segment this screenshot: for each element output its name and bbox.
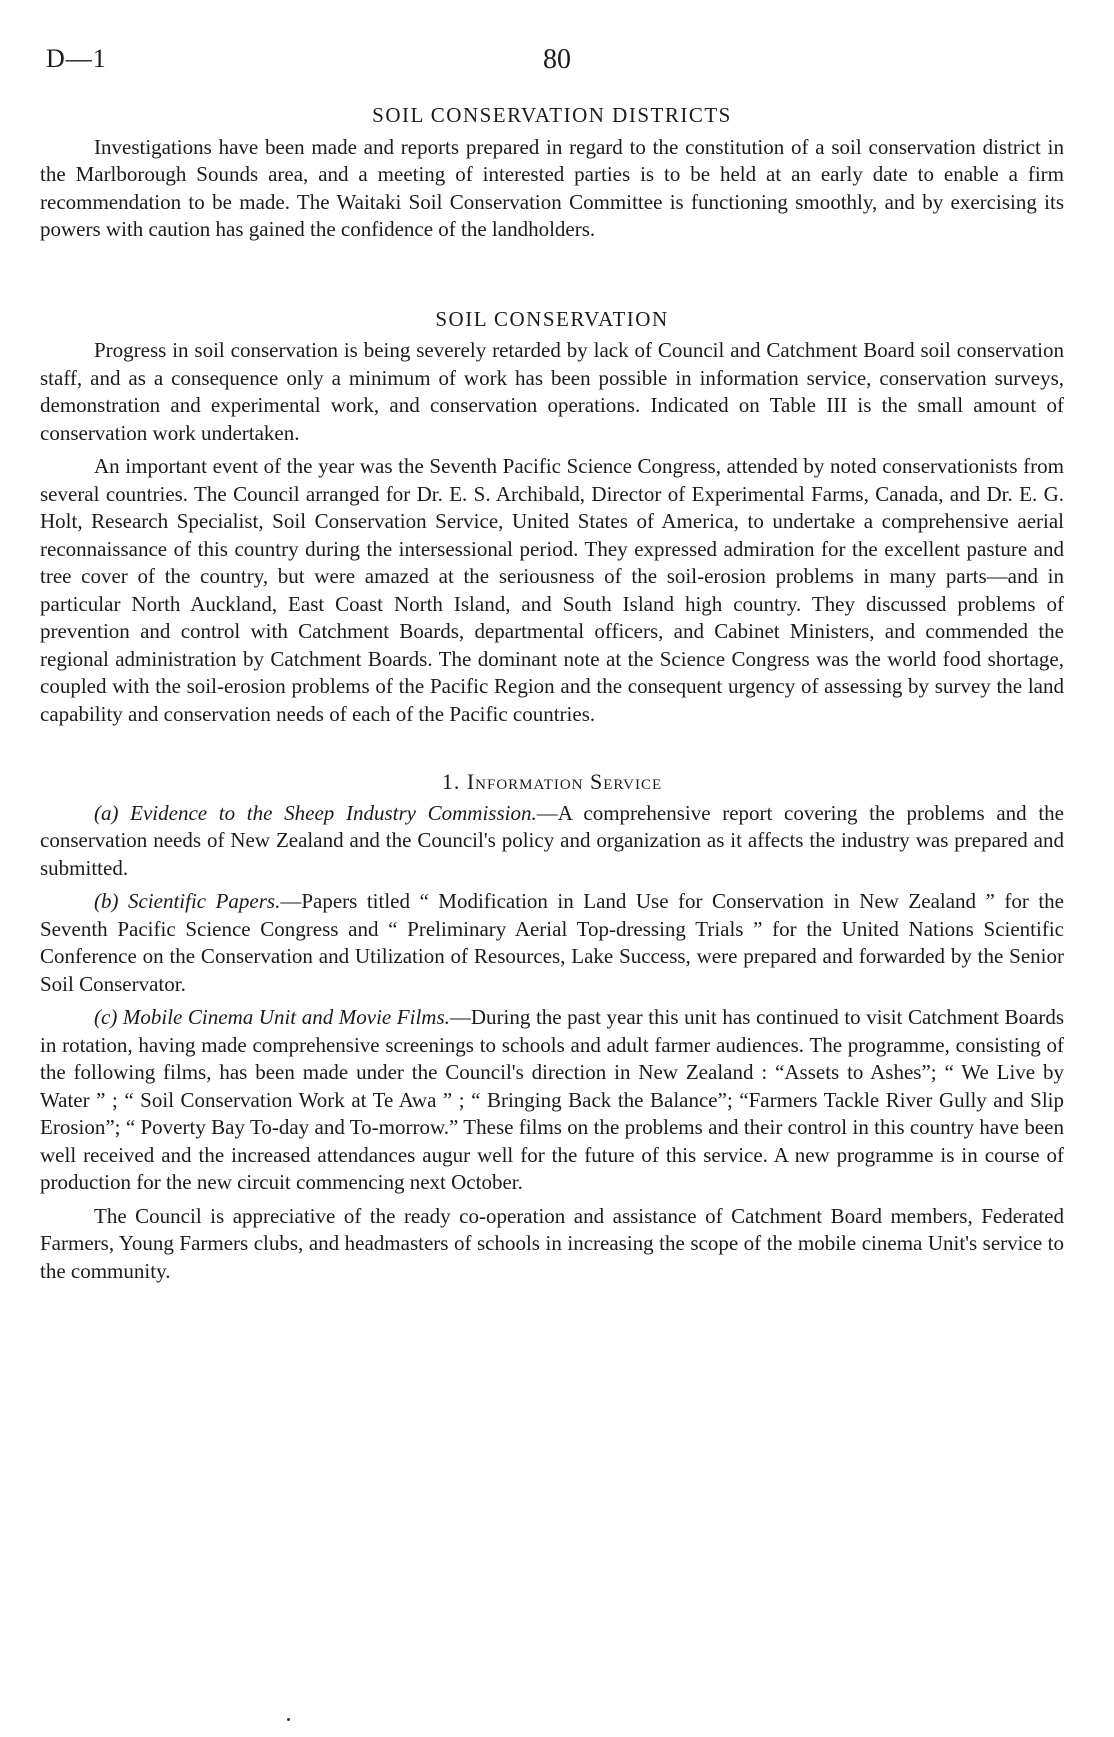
section-information-service bbox=[40, 768, 1064, 1285]
section-soil-conservation bbox=[40, 306, 1064, 729]
item-text: —During the past year this unit has continued to visit Catchment Boards in rotation, having made comprehensive screenings to schools and adult farmer audiences. The programme, consisting of the following films, has been made under the Council's direction in New Zealand : “Assets to Ashes”; “ We Live by Water ” ; “ Soil Conservation Work at Te Awa ” ; “ Bringing Back the Balance”; “Farmers Tackle River Gully and Slip Erosion”; “ Poverty Bay To-day and To-morrow.” These films on the problems and their control in this country have been well received and the increased attendances augur well for the future of this service. A new programme is in course of production for the new circuit commencing next October. bbox=[40, 1005, 1064, 1194]
section-heading: SOIL CONSERVATION DISTRICTS bbox=[372, 103, 732, 127]
paragraph-item-a bbox=[40, 800, 1064, 883]
item-text: —Papers titled “ Modification in Land Use for Conservation in New Zealand ” for the Seventh Pacific Science Congress and “ Preliminary Aerial Top-dressing Trials ” for the United Nations Scientific Conference on the Conservation and Utilization of Resources, Lake Success, were prepared and forwarded by the Senior Soil Conservator. bbox=[40, 889, 1064, 996]
section-heading: SOIL CONSERVATION bbox=[435, 306, 669, 331]
document-reference: D—1 bbox=[46, 44, 107, 73]
stray-mark bbox=[287, 1718, 290, 1721]
item-label: (a) Evidence to the Sheep Industry Commission. bbox=[94, 800, 537, 825]
section-soil-conservation-districts bbox=[40, 102, 1064, 244]
paragraph: The Council is appreciative of the ready co-operation and assistance of Catchment Board members, Federated Farmers, Young Farmers clubs, and headmasters of schools in increasing the scope of the mobile cinema Unit's service to the community. bbox=[40, 1203, 1064, 1283]
paragraph: Progress in soil conservation is being severely retarded by lack of Council and Catchment Board soil conservation staff, and as a consequence only a minimum of work has been possible in information service, conservation surveys, demonstration and experimental work, and conservation operations. Indicated on Table III is the small amount of conservation work undertaken. bbox=[40, 338, 1064, 445]
document-body bbox=[40, 102, 1064, 1285]
section-spacer bbox=[40, 728, 1064, 768]
item-label: (b) Scientific Papers. bbox=[94, 889, 281, 913]
item-label: (c) Mobile Cinema Unit and Movie Films. bbox=[94, 1005, 450, 1029]
paragraph-item-b bbox=[40, 888, 1064, 998]
subsection-heading: 1. Information Service bbox=[441, 769, 663, 794]
section-spacer bbox=[40, 244, 1064, 306]
paragraph: An important event of the year was the Seventh Pacific Science Congress, attended by noted conservationists from several countries. The Council arranged for Dr. E. S. Archibald, Director of Experimental Farms, Canada, and Dr. E. G. Holt, Research Specialist, Soil Conservation Service, United States of America, to undertake a comprehensive aerial reconnaissance of this country during the intersessional period. They expressed admiration for the excellent pasture and tree cover of the country, but were amazed at the seriousness of the soil-erosion problems in many parts—and in particular North Auckland, East Coast North Island, and South Island high country. They discussed problems of prevention and control with Catchment Boards, departmental officers, and Cabinet Ministers, and commended the regional administration by Catchment Boards. The dominant note at the Science Congress was the world food shortage, coupled with the soil-erosion problems of the Pacific Region and the consequent urgency of assessing by survey the land capability and conservation needs of each of the Pacific countries. bbox=[40, 454, 1064, 726]
page-number: 80 bbox=[543, 44, 571, 75]
paragraph-item-c bbox=[40, 1004, 1064, 1197]
item-text: —A comprehensive report covering the problems and the conservation needs of New Zealand and the Council's policy and organization as it affects the industry was prepared and submitted. bbox=[40, 800, 1064, 880]
paragraph: Investigations have been made and reports prepared in regard to the constitution of a soil conservation district in the Marlborough Sounds area, and a meeting of interested parties is to be held at an early date to enable a firm recommendation to be made. The Waitaki Soil Conservation Committee is functioning smoothly, and by exercising its powers with caution has gained the confidence of the landholders. bbox=[40, 134, 1064, 241]
